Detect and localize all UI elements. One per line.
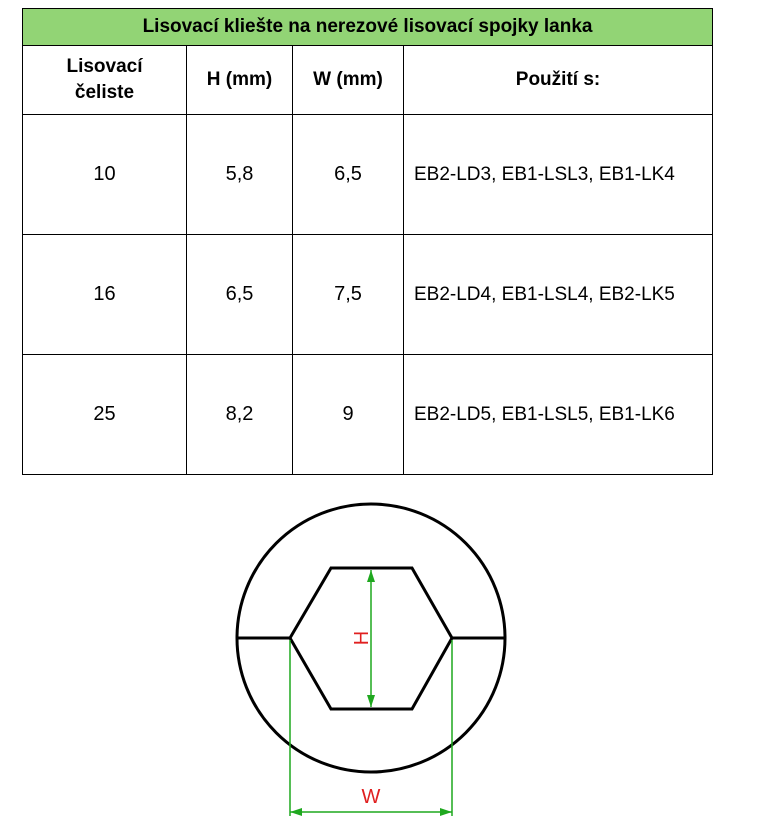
cell-use: EB2-LD3, EB1-LSL3, EB1-LK4: [404, 115, 713, 235]
w-dimension-label: W: [361, 786, 381, 808]
cell-h: 8,2: [187, 355, 293, 475]
h-arrow-bottom: [367, 695, 375, 707]
header-jaw-line1: Lisovací: [66, 56, 143, 77]
h-arrow-top: [367, 570, 375, 582]
header-h: H (mm): [187, 46, 293, 115]
header-w: W (mm): [293, 46, 404, 115]
cell-h: 5,8: [187, 115, 293, 235]
header-use: Použití s:: [404, 46, 713, 115]
header-jaw-line2: čeliste: [74, 82, 135, 103]
cell-w: 7,5: [293, 235, 404, 355]
cell-h: 6,5: [187, 235, 293, 355]
cell-w: 9: [293, 355, 404, 475]
table-title: Lisovací kliešte na nerezové lisovací spojky lanka: [23, 9, 713, 46]
cell-jaw: 10: [23, 115, 187, 235]
cell-jaw: 25: [23, 355, 187, 475]
cell-use: EB2-LD5, EB1-LSL5, EB1-LK6: [404, 355, 713, 475]
cell-jaw: 16: [23, 235, 187, 355]
w-arrow-left: [290, 808, 302, 816]
cell-w: 6,5: [293, 115, 404, 235]
cell-use: EB2-LD4, EB1-LSL4, EB2-LK5: [404, 235, 713, 355]
w-arrow-right: [440, 808, 452, 816]
h-dimension-label: H: [351, 630, 373, 646]
